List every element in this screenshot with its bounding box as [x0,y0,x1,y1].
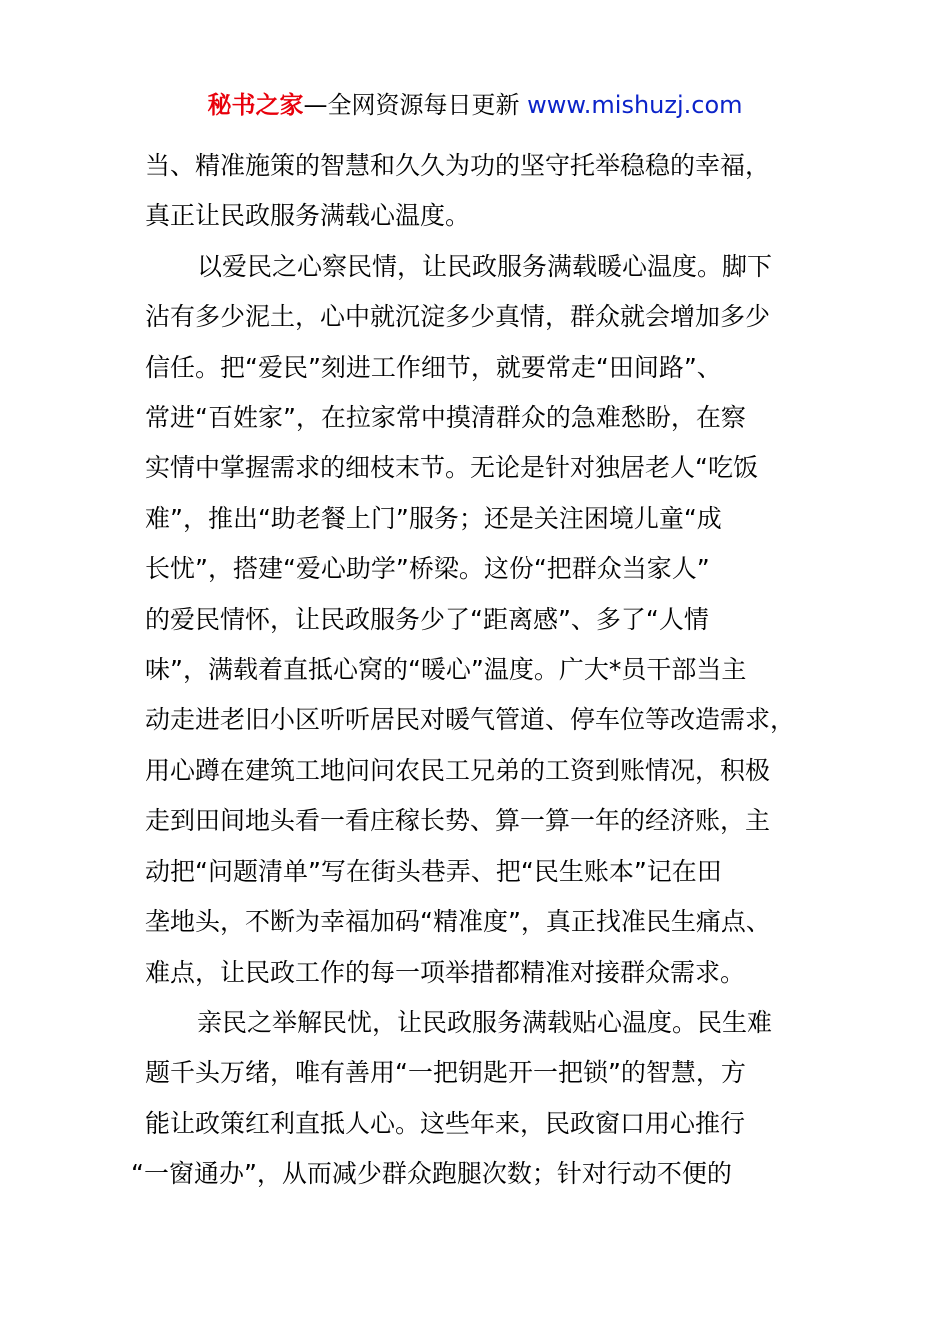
text-line: 当、精准施策的智慧和久久为功的坚守托举稳稳的幸福， [145,151,771,180]
text-line: 沾有多少泥土，心中就沉淀多少真情，群众就会增加多少 [145,302,771,332]
website-link[interactable]: www.mishuzj.com [527,91,743,119]
text-line: 能让政策红利直抵人心。这些年来，民政窗口用心推行 [145,1108,746,1138]
text-line: 味”，满载着直抵心窝的“暖心”温度。广大*员干部当主 [145,655,747,685]
text-line: 长忧”，搭建“爱心助学”桥梁。这份“把群众当家人” [145,554,710,584]
paragraph [145,242,805,998]
paragraph [145,141,805,242]
text-line: 真正让民政服务满载心温度。 [145,201,471,231]
text-line: 动把“问题清单”写在街头巷弄、把“民生账本”记在田 [145,856,722,886]
header-tagline: —全网资源每日更新 [303,91,528,119]
text-line: 走到田间地头看一看庄稼长势、算一算一年的经济账，主 [145,806,771,836]
text-line: 常进“百姓家”，在拉家常中摸清群众的急难愁盼，在察 [145,403,746,433]
text-line: 信任。把“爱民”刻进工作细节，就要常走“田间路”、 [145,352,722,382]
brand-name: 秘书之家 [207,91,304,119]
text-line: “一窗通办”，从而减少群众跑腿次数；针对行动不便的 [131,1159,732,1189]
text-line: 用心蹲在建筑工地问问农民工兄弟的工资到账情况，积极 [145,755,771,785]
text-line: 难”，推出“助老餐上门”服务；还是关注困境儿童“成 [145,503,722,533]
page-header [0,88,950,122]
text-line: 动走进老旧小区听听居民对暖气管道、停车位等改造需求， [145,705,796,735]
text-line: 实情中掌握需求的细枝末节。无论是针对独居老人“吃饭 [145,453,758,483]
text-line: 垄地头，不断为幸福加码“精准度”，真正找准民生痛点、 [145,907,771,937]
text-line: 题千头万绪，唯有善用“一把钥匙开一把锁”的智慧，方 [145,1058,746,1088]
text-line: 亲民之举解民忧，让民政服务满载贴心温度。民生难 [197,1007,773,1037]
text-line: 难点，让民政工作的每一项举措都精准对接群众需求。 [145,957,746,987]
text-line: 的爱民情怀，让民政服务少了“距离感”、多了“人情 [145,604,709,634]
paragraph [131,998,805,1200]
document-body [131,141,805,1200]
text-line: 以爱民之心察民情，让民政服务满载暖心温度。脚下 [197,251,773,281]
